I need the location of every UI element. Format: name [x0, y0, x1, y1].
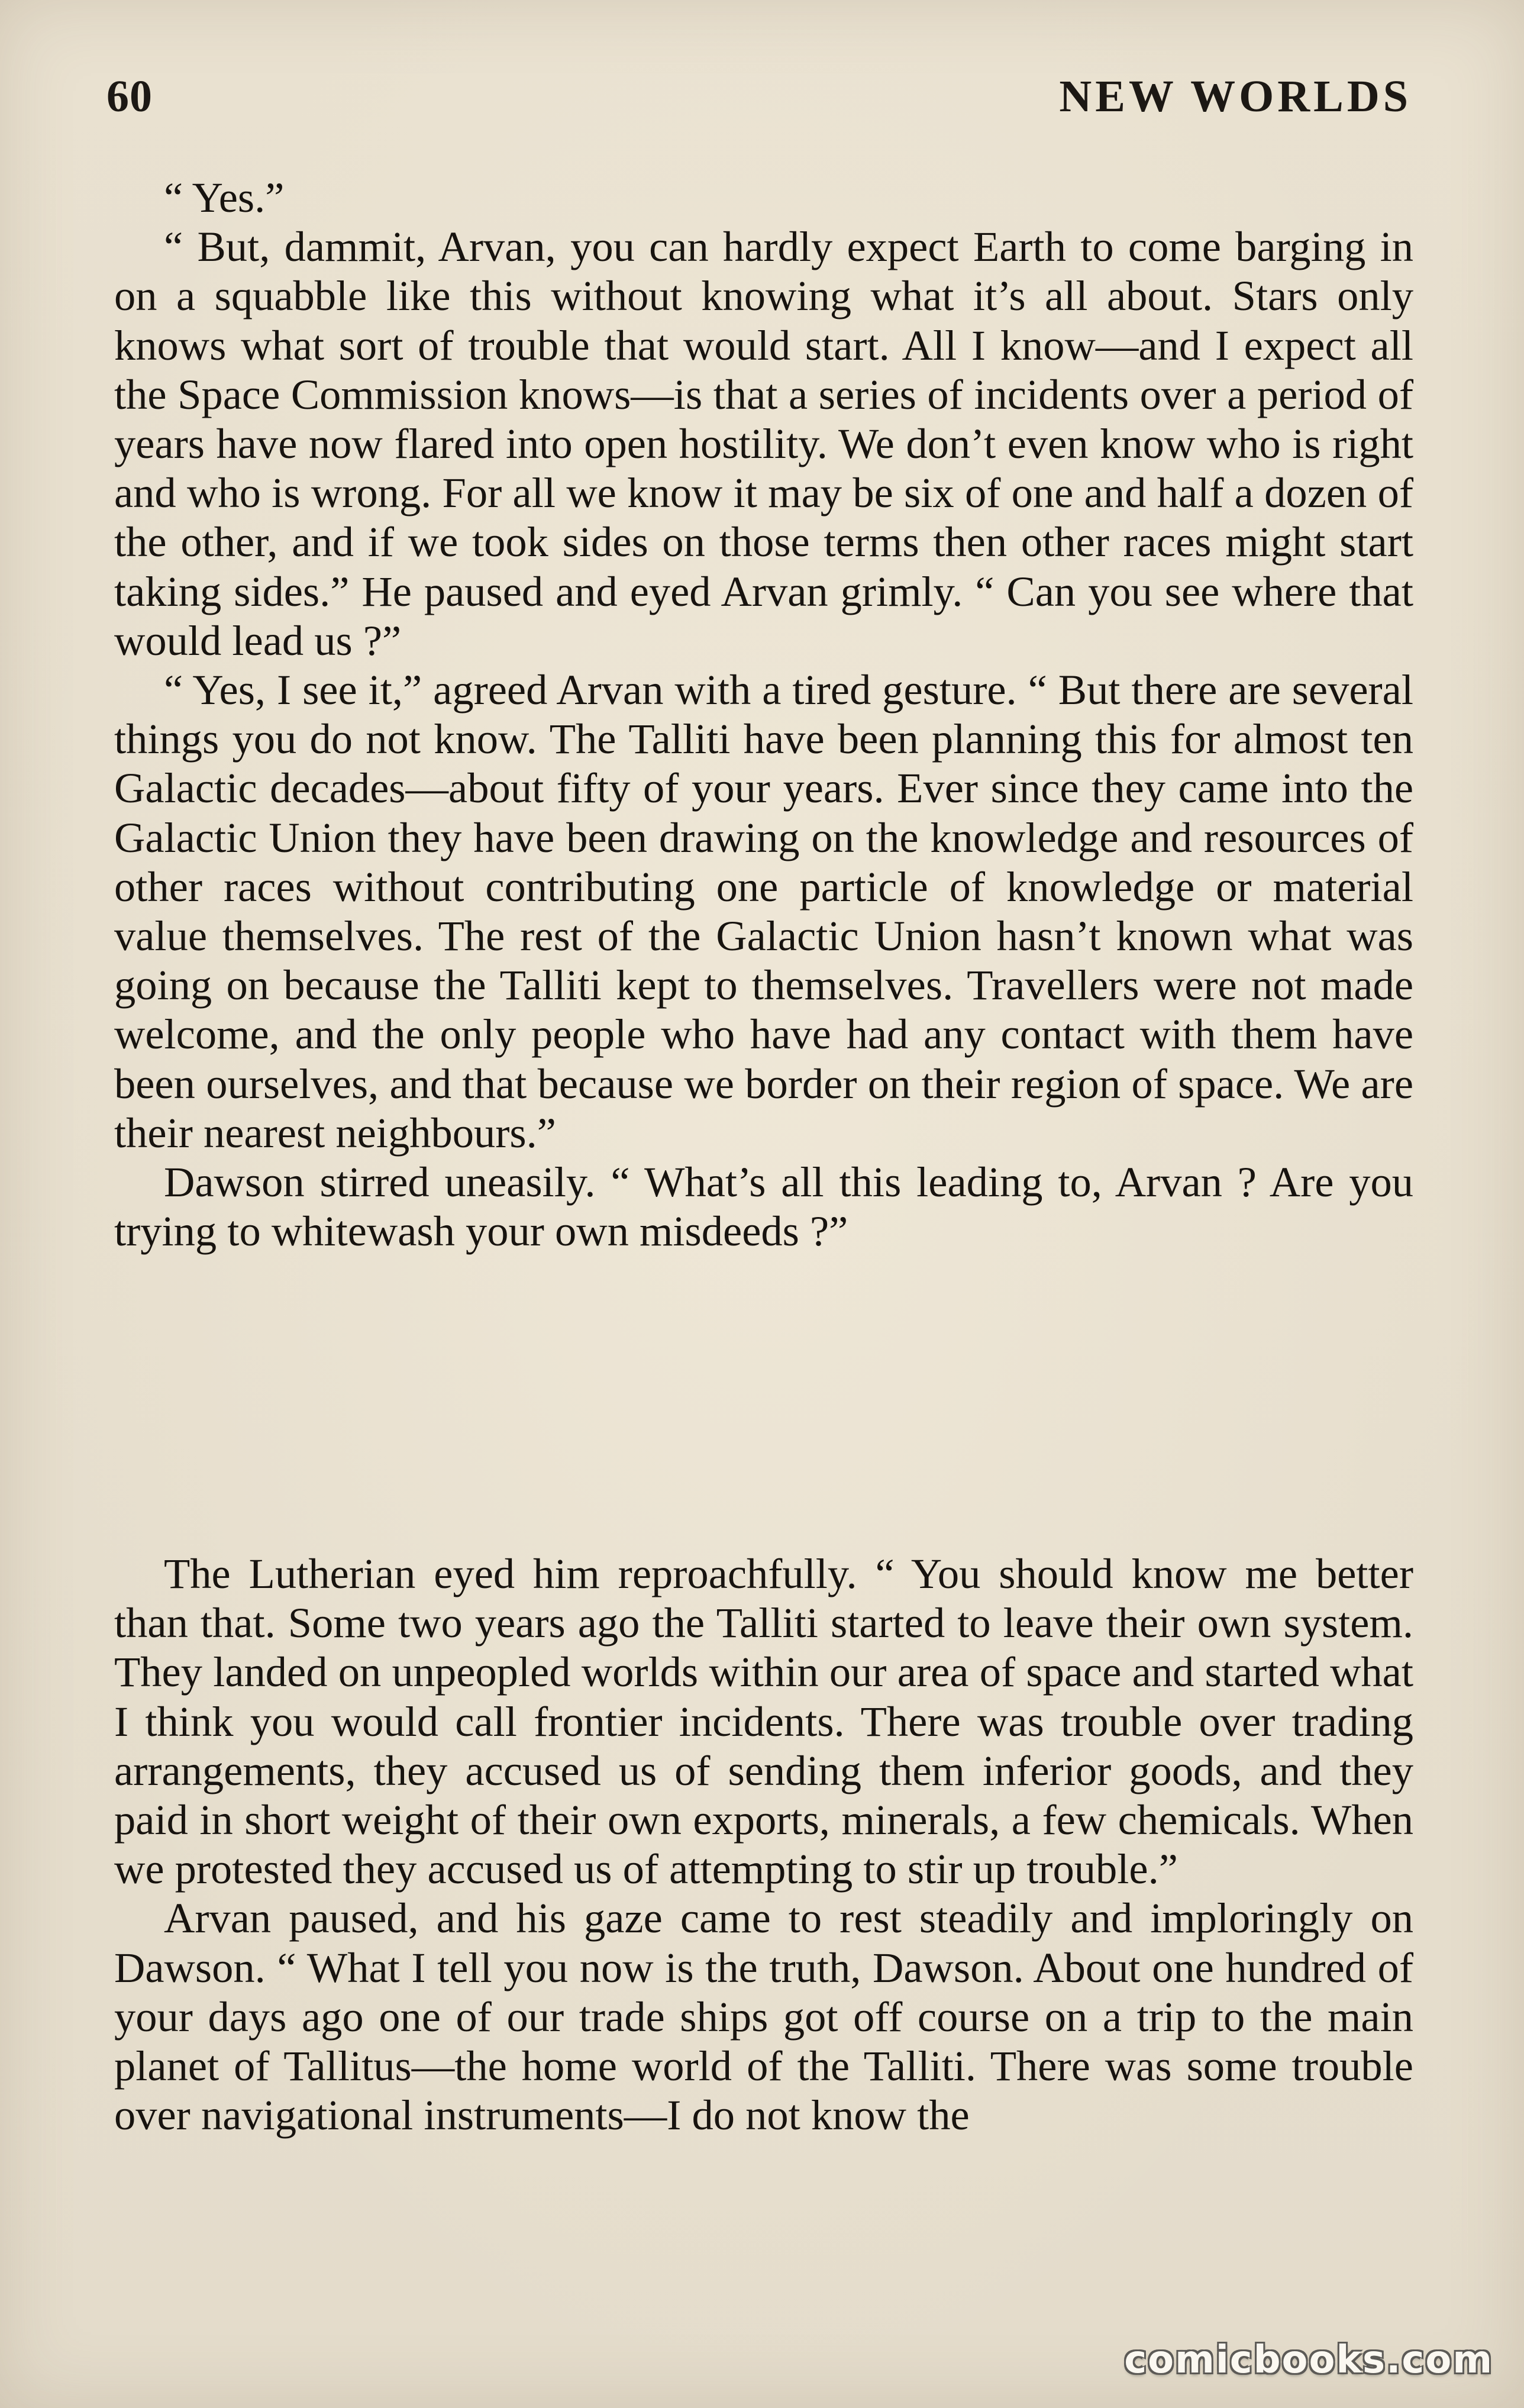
- running-head: [106, 65, 1412, 136]
- paragraph: Dawson stirred uneasily. “ What’s all this leading to, Arvan ? Are you trying to whitewash your own misdeeds ?”: [114, 1158, 1413, 1255]
- paragraph: “ Yes, I see it,” agreed Arvan with a tired gesture. “ But there are several things you do not know. The Talliti have been planning this for almost ten Galactic decades—about fifty of your years. Ever since they came into the Galactic Union they have been drawing on the knowledge and resources of other races without contributing one particle of knowledge or material value themselves. The rest of the Galactic Union hasn’t known what was going on because the Talliti kept to themselves. Travellers were not made welcome, and the only people who have had any contact with them have been ourselves, and that because we border on their region of space. We are their nearest neighbours.”: [114, 666, 1413, 1157]
- story-text-block-2: [114, 1549, 1413, 2139]
- paragraph: “ Yes.”: [164, 173, 285, 221]
- page-number: 60: [106, 72, 153, 121]
- story-text-block-1: [114, 173, 1413, 1255]
- paragraph: The Lutherian eyed him reproachfully. “ You should know me better than that. Some two years ago the Talliti started to leave their own system. They landed on unpeopled worlds within our area of space and started what I think you would call frontier incidents. There was trouble over trading arrangements, they accused us of sending them inferior goods, and they paid in short weight of their own exports, minerals, a few chemicals. When we protested they accused us of attempting to stir up trouble.”: [114, 1550, 1413, 1893]
- site-watermark: comicbooks.com: [1124, 2338, 1493, 2382]
- paragraph: Arvan paused, and his gaze came to rest steadily and imploringly on Dawson. “ What I tell you now is the truth, Dawson. About one hundred of your days ago one of our trade ships got off course on a trip to the main planet of Tallitus—the home world of the Talliti. There was some trouble over navigational instruments—I do not know the: [114, 1894, 1413, 2139]
- paragraph: “ But, dammit, Arvan, you can hardly expect Earth to come barging in on a squabble like this without knowing what it’s all about. Stars only knows what sort of trouble that would start. All I know—and I expect all the Space Commission knows—is that a series of incidents over a period of years have now flared into open hostility. We don’t even know who is right and who is wrong. For all we know it may be six of one and half a dozen of the other, and if we took sides on those terms then other races might start taking sides.” He paused and eyed Arvan grimly. “ Can you see where that would lead us ?”: [114, 222, 1413, 664]
- magazine-title: NEW WORLDS: [1059, 72, 1412, 121]
